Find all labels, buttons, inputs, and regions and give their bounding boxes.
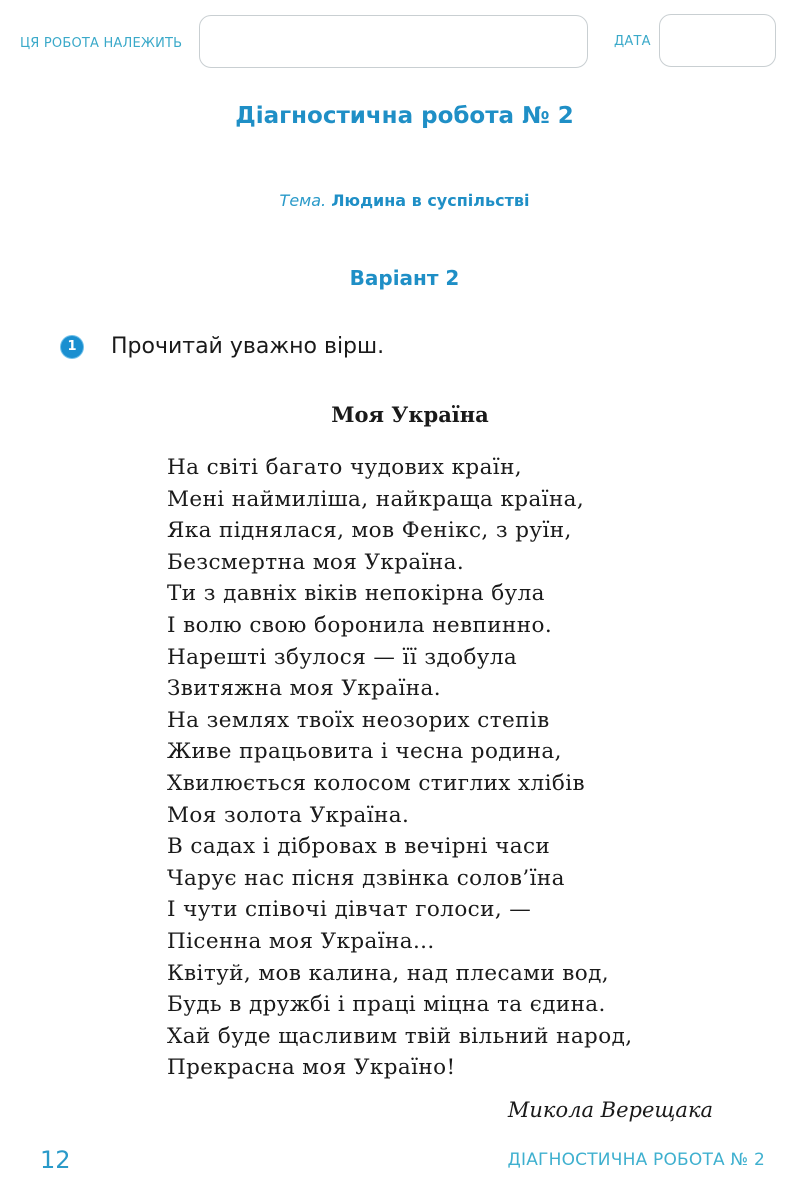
- task-instruction: Прочитай уважно вірш.: [111, 334, 385, 359]
- variant-heading: Варіант 2: [349, 266, 460, 290]
- poem-line: Безсмертна моя Україна.: [167, 549, 465, 575]
- poem-line: І волю свою боронила невпинно.: [167, 612, 553, 638]
- topic-value: Людина в суспільстві: [331, 191, 530, 210]
- task-1: [61, 334, 384, 359]
- poem-line: Прекрасна моя Україно!: [167, 1055, 456, 1081]
- poem-line: Пісенна моя Україна...: [167, 928, 435, 954]
- poem-line: На землях твоїх неозорих степів: [167, 707, 550, 733]
- poem-title: Моя Україна: [331, 402, 489, 427]
- date-label: ДАТА: [614, 34, 651, 49]
- poem-line: Ти з давніх віків непокірна була: [167, 581, 545, 607]
- poem-line: Будь в дружбі і праці міцна та єдина.: [167, 992, 606, 1018]
- owner-label: ЦЯ РОБОТА НАЛЕЖИТЬ: [20, 36, 183, 51]
- poem-line: На світі багато чудових країн,: [167, 455, 523, 480]
- task-number-badge: 1: [61, 336, 83, 358]
- poem-line: Хай буде щасливим твій вільний народ,: [167, 1023, 633, 1049]
- poem-line: Мені наймиліша, найкраща країна,: [167, 486, 585, 512]
- poem-line: Живе працьовита і чесна родина,: [167, 739, 562, 765]
- poem-line: Звитяжна моя Україна.: [167, 676, 441, 702]
- page-number: 12: [40, 1146, 71, 1174]
- running-footer-title: ДІАГНОСТИЧНА РОБОТА № 2: [507, 1150, 765, 1170]
- date-field[interactable]: [659, 14, 776, 67]
- poem-line: Яка піднялася, мов Фенікс, з руїн,: [167, 518, 572, 544]
- poem-line: Квітуй, мов калина, над плесами вод,: [167, 960, 610, 986]
- poem-body: [167, 452, 632, 1084]
- poem-line: Моя золота Україна.: [167, 802, 410, 828]
- poem-author: Микола Верещака: [507, 1098, 713, 1122]
- poem-line: І чути співочі дівчат голоси, —: [167, 897, 532, 923]
- topic: [0, 191, 809, 210]
- poem-line: Чарує нас пісня дзвінка солов’їна: [167, 865, 565, 891]
- poem-line: Хвилюється колосом стиглих хлібів: [167, 770, 585, 796]
- topic-label: Тема.: [279, 191, 327, 210]
- owner-name-field[interactable]: [199, 15, 588, 68]
- poem-line: Нарешті збулося — її здобула: [167, 644, 518, 670]
- poem-line: В садах і дібровах в вечірні часи: [167, 834, 551, 860]
- page-title: Діагностична робота № 2: [235, 103, 574, 129]
